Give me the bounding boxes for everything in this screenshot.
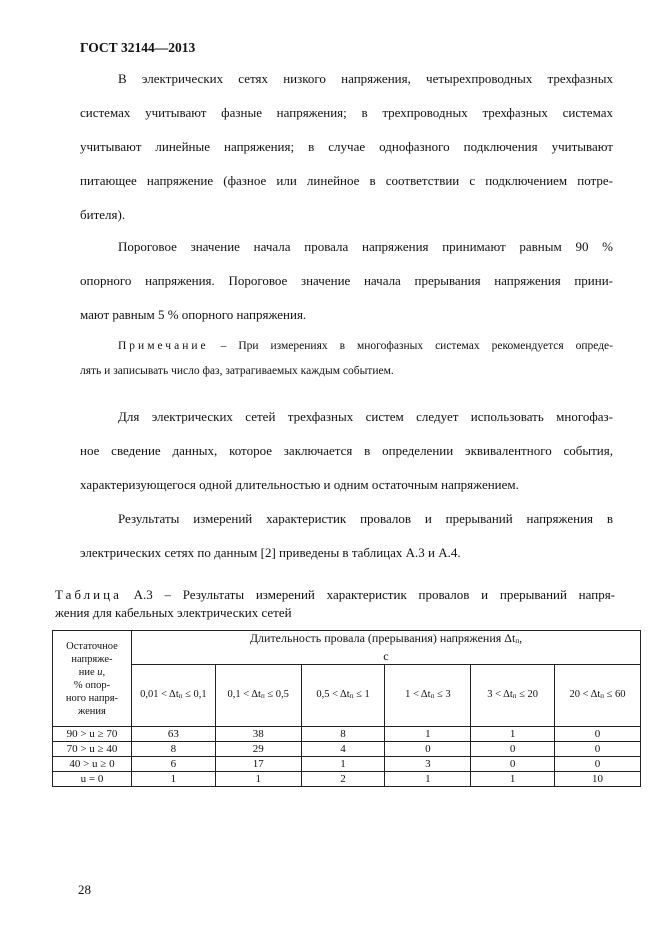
paragraph-phase-voltages: [80, 62, 613, 232]
column-header: [555, 665, 641, 727]
note-line: [80, 334, 613, 359]
row-header-line: напряже-: [71, 653, 113, 665]
table-row: [53, 742, 641, 757]
row-header-line: ного напря-: [65, 692, 119, 704]
table-cell: 2: [301, 772, 385, 787]
column-subscript: п: [260, 692, 265, 700]
paragraph-multiphase: [80, 400, 613, 502]
note-block: [80, 334, 613, 384]
row-header-line: [53, 666, 131, 679]
page-number: 28: [78, 882, 91, 897]
column-header-left: 0,5 < Δt: [316, 689, 350, 700]
row-label: 40 > u ≥ 0: [53, 757, 132, 772]
table-row: [53, 757, 641, 772]
column-subscript: п: [430, 692, 435, 700]
text-line: Результаты измерений характеристик провалов и прерываний напряжения в: [118, 511, 613, 526]
caption-text: А.3 – Результаты измерений характеристик провалов и прерываний напря-: [121, 587, 615, 602]
note-line: лять и записывать число фаз, затрагиваемых каждым событием.: [80, 365, 394, 377]
row-label: u = 0: [53, 772, 132, 787]
column-subscript: п: [178, 692, 183, 700]
table-cell: 1: [215, 772, 301, 787]
duration-header-cell: [131, 631, 640, 665]
paragraph-results: [80, 502, 613, 570]
text-line: Для электрических сетей трехфазных систем следует использовать многофаз-: [118, 409, 613, 424]
row-header-cell: [53, 631, 132, 727]
table-cell: 0: [555, 742, 641, 757]
text-line: опорного напряжения. Пороговое значение начала прерывания напряжения прини-: [80, 273, 613, 288]
column-header-right: ≤ 0,1: [182, 689, 207, 700]
table-cell: 1: [471, 772, 555, 787]
duration-unit: с: [383, 649, 389, 663]
column-header: [131, 665, 215, 727]
column-header-left: 0,1 < Δt: [227, 689, 261, 700]
caption-line: [55, 586, 615, 604]
column-header: [471, 665, 555, 727]
column-header-right: ≤ 20: [516, 689, 539, 700]
text-line: бителя).: [80, 207, 126, 222]
column-header-left: 3 < Δt: [487, 689, 513, 700]
row-header-line: Остаточное: [66, 640, 118, 652]
row-label: 70 > u ≥ 40: [53, 742, 132, 757]
table-row: [53, 727, 641, 742]
table-cell: 1: [471, 727, 555, 742]
table-cell: 0: [555, 757, 641, 772]
table-cell: 8: [301, 727, 385, 742]
column-header-right: ≤ 1: [353, 689, 370, 700]
table-caption: [55, 586, 615, 622]
column-subscript: п: [600, 692, 605, 700]
column-subscript: п: [349, 692, 354, 700]
caption-label: Таблица: [55, 587, 122, 602]
column-header-left: 20 < Δt: [569, 689, 601, 700]
caption-line: жения для кабельных электрических сетей: [55, 605, 292, 620]
text-line: питающее напряжение (фазное или линейное в соответствии с подключением потре-: [80, 173, 613, 188]
table-cell: 4: [301, 742, 385, 757]
table-cell: 17: [215, 757, 301, 772]
text-line: ное сведение данных, которое заключается в определении эквивалентного события,: [80, 443, 613, 458]
paragraph-thresholds: [80, 230, 613, 332]
column-header-right: ≤ 60: [604, 689, 626, 700]
text-line: В электрических сетях низкого напряжения, четырехпроводных трехфазных: [118, 71, 613, 86]
table-cell: 1: [385, 772, 471, 787]
table-cell: 0: [471, 742, 555, 757]
column-header: [301, 665, 385, 727]
document-header: ГОСТ 32144—2013: [80, 40, 196, 55]
column-subscript: п: [512, 692, 517, 700]
row-header-line: жения: [78, 705, 106, 717]
column-header-left: 1 < Δt: [405, 689, 431, 700]
row-header-text: ,: [102, 666, 106, 678]
row-label: 90 > u ≥ 70: [53, 727, 132, 742]
u-symbol: u: [97, 666, 103, 678]
duration-subscript: п: [515, 637, 520, 645]
column-header-left: 0,01 < Δt: [140, 689, 179, 700]
note-label: Примечание: [118, 340, 209, 352]
column-header: [385, 665, 471, 727]
table-cell: 10: [555, 772, 641, 787]
table-cell: 8: [131, 742, 215, 757]
table-cell: 6: [131, 757, 215, 772]
table-cell: 29: [215, 742, 301, 757]
table-cell: 38: [215, 727, 301, 742]
table-cell: 0: [555, 727, 641, 742]
row-header-text: ние: [78, 666, 98, 678]
text-line: системах учитывают фазные напряжения; в трехпроводных трехфазных системах: [80, 105, 613, 120]
text-line: электрических сетях по данным [2] приведены в таблицах А.3 и А.4.: [80, 545, 461, 560]
column-header-right: ≤ 0,5: [264, 689, 289, 700]
table-cell: 1: [301, 757, 385, 772]
table-cell: 63: [131, 727, 215, 742]
text-line: учитывают линейные напряжения; в случае однофазного подключения учитывают: [80, 139, 613, 154]
text-line: мают равным 5 % опорного напряжения.: [80, 307, 307, 322]
table-cell: 1: [385, 727, 471, 742]
text-line: Пороговое значение начала провала напряжения принимают равным 90 %: [118, 239, 613, 254]
duration-header-text: Длительность провала (прерывания) напряжения Δtп,: [249, 631, 523, 645]
table-cell: 0: [385, 742, 471, 757]
note-text: – При измерениях в многофазных системах рекомендуется опреде-: [208, 340, 613, 352]
results-table: [52, 630, 641, 787]
column-header: [215, 665, 301, 727]
table-row: [53, 772, 641, 787]
row-header-line: % опор-: [73, 679, 111, 691]
table-cell: 3: [385, 757, 471, 772]
column-header-right: ≤ 3: [434, 689, 451, 700]
table-cell: 0: [471, 757, 555, 772]
table-cell: 1: [131, 772, 215, 787]
text-line: характеризующегося одной длительностью и одним остаточным напряжением.: [80, 477, 519, 492]
duration-header-label: Длительность провала (прерывания) напряжения Δt: [249, 631, 516, 645]
